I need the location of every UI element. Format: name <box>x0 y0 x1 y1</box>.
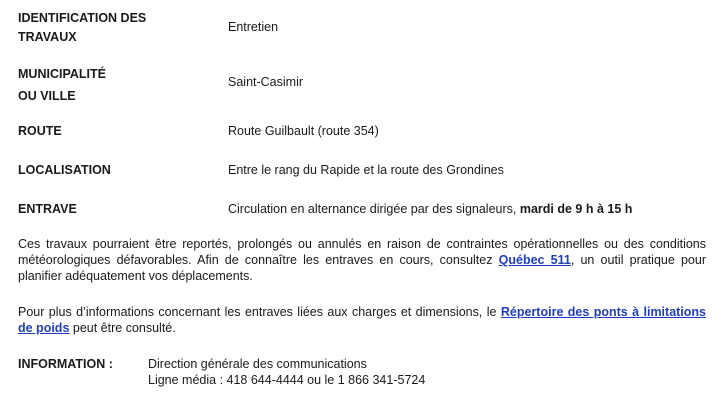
entrave-label: ENTRAVE <box>18 202 77 216</box>
identification-label: IDENTIFICATION DES TRAVAUX <box>18 11 147 44</box>
information-contact <box>148 356 425 388</box>
more-info-paragraph: Pour plus d’informations concernant les entraves liées aux charges et dimensions, le Répertoire des ponts à limitations de poids peut être consulté. <box>18 305 706 335</box>
localisation-value: Entre le rang du Rapide et la route des Grondines <box>228 163 504 177</box>
entrave-value <box>228 200 632 219</box>
entrave-schedule: mardi de 9 h à 15 h <box>519 202 633 216</box>
route-value: Route Guilbault (route 354) <box>228 124 379 138</box>
information-label: INFORMATION : <box>18 357 113 371</box>
quebec-511-link[interactable]: Québec 511 <box>498 253 571 267</box>
localisation-label: LOCALISATION <box>18 163 111 177</box>
notice-paragraph: Ces travaux pourraient être reportés, prolongés ou annulés en raison de contraintes opérationnelles ou des conditions météorologiques défavorables. Afin de connaître les entraves en cours, consultez Québec 511, un outil pratique pour planifier adéquatement vos déplacements. <box>18 237 706 283</box>
municipalite-label: MUNICIPALITÉ OU VILLE <box>18 67 106 103</box>
municipalite-value: Saint-Casimir <box>228 75 304 89</box>
route-label: ROUTE <box>18 124 62 138</box>
entrave-value-text: Circulation en alternance dirigée par des signaleurs, <box>228 202 520 216</box>
repertoire-ponts-link[interactable]: Répertoire des ponts à limitations de poids <box>18 305 706 335</box>
identification-value: Entretien <box>228 20 279 34</box>
information-line-2: Ligne média : 418 644-4444 ou le 1 866 341-5724 <box>148 373 426 387</box>
information-line-1: Direction générale des communications <box>148 357 367 371</box>
